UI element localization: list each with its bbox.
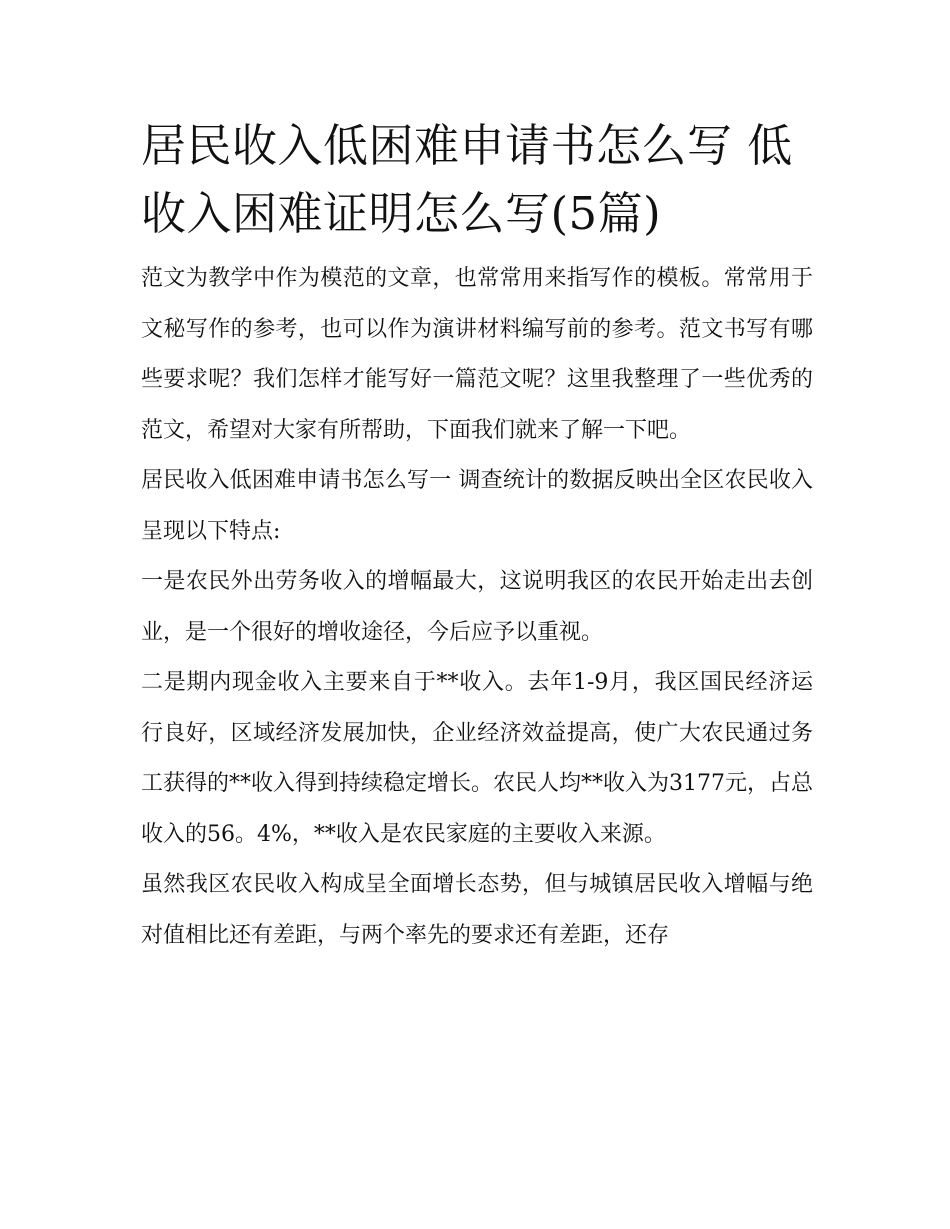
paragraph-section-one: 居民收入低困难申请书怎么写一 调查统计的数据反映出全区农民收入呈现以下特点:	[141, 468, 813, 544]
paragraph-summary: 虽然我区农民收入构成呈全面增长态势，但与城镇居民收入增幅与绝对值相比还有差距，与两个率先的要求还有差距，还存	[141, 872, 813, 948]
paragraph-point-one: 一是农民外出劳务收入的增幅最大，这说明我区的农民开始走出去创业，是一个很好的增收途径，今后应予以重视。	[141, 569, 813, 645]
document-body	[141, 112, 813, 961]
paragraph-intro: 范文为教学中作为模范的文章，也常常用来指写作的模板。常常用于文秘写作的参考，也可以作为演讲材料编写前的参考。范文书写有哪些要求呢？我们怎样才能写好一篇范文呢？这里我整理了一些优秀的范文，希望对大家有所帮助，下面我们就来了解一下吧。	[141, 266, 813, 443]
paragraph-point-two: 二是期内现金收入主要来自于**收入。去年1-9月，我区国民经济运行良好，区域经济发展加快，企业经济效益提高，使广大农民通过务工获得的**收入得到持续稳定增长。农民人均**收入为3177元，占总收入的56。4%，**收入是农民家庭的主要收入来源。	[141, 670, 813, 847]
document-title: 居民收入低困难申请书怎么写 低收入困难证明怎么写(5篇)	[141, 119, 793, 240]
